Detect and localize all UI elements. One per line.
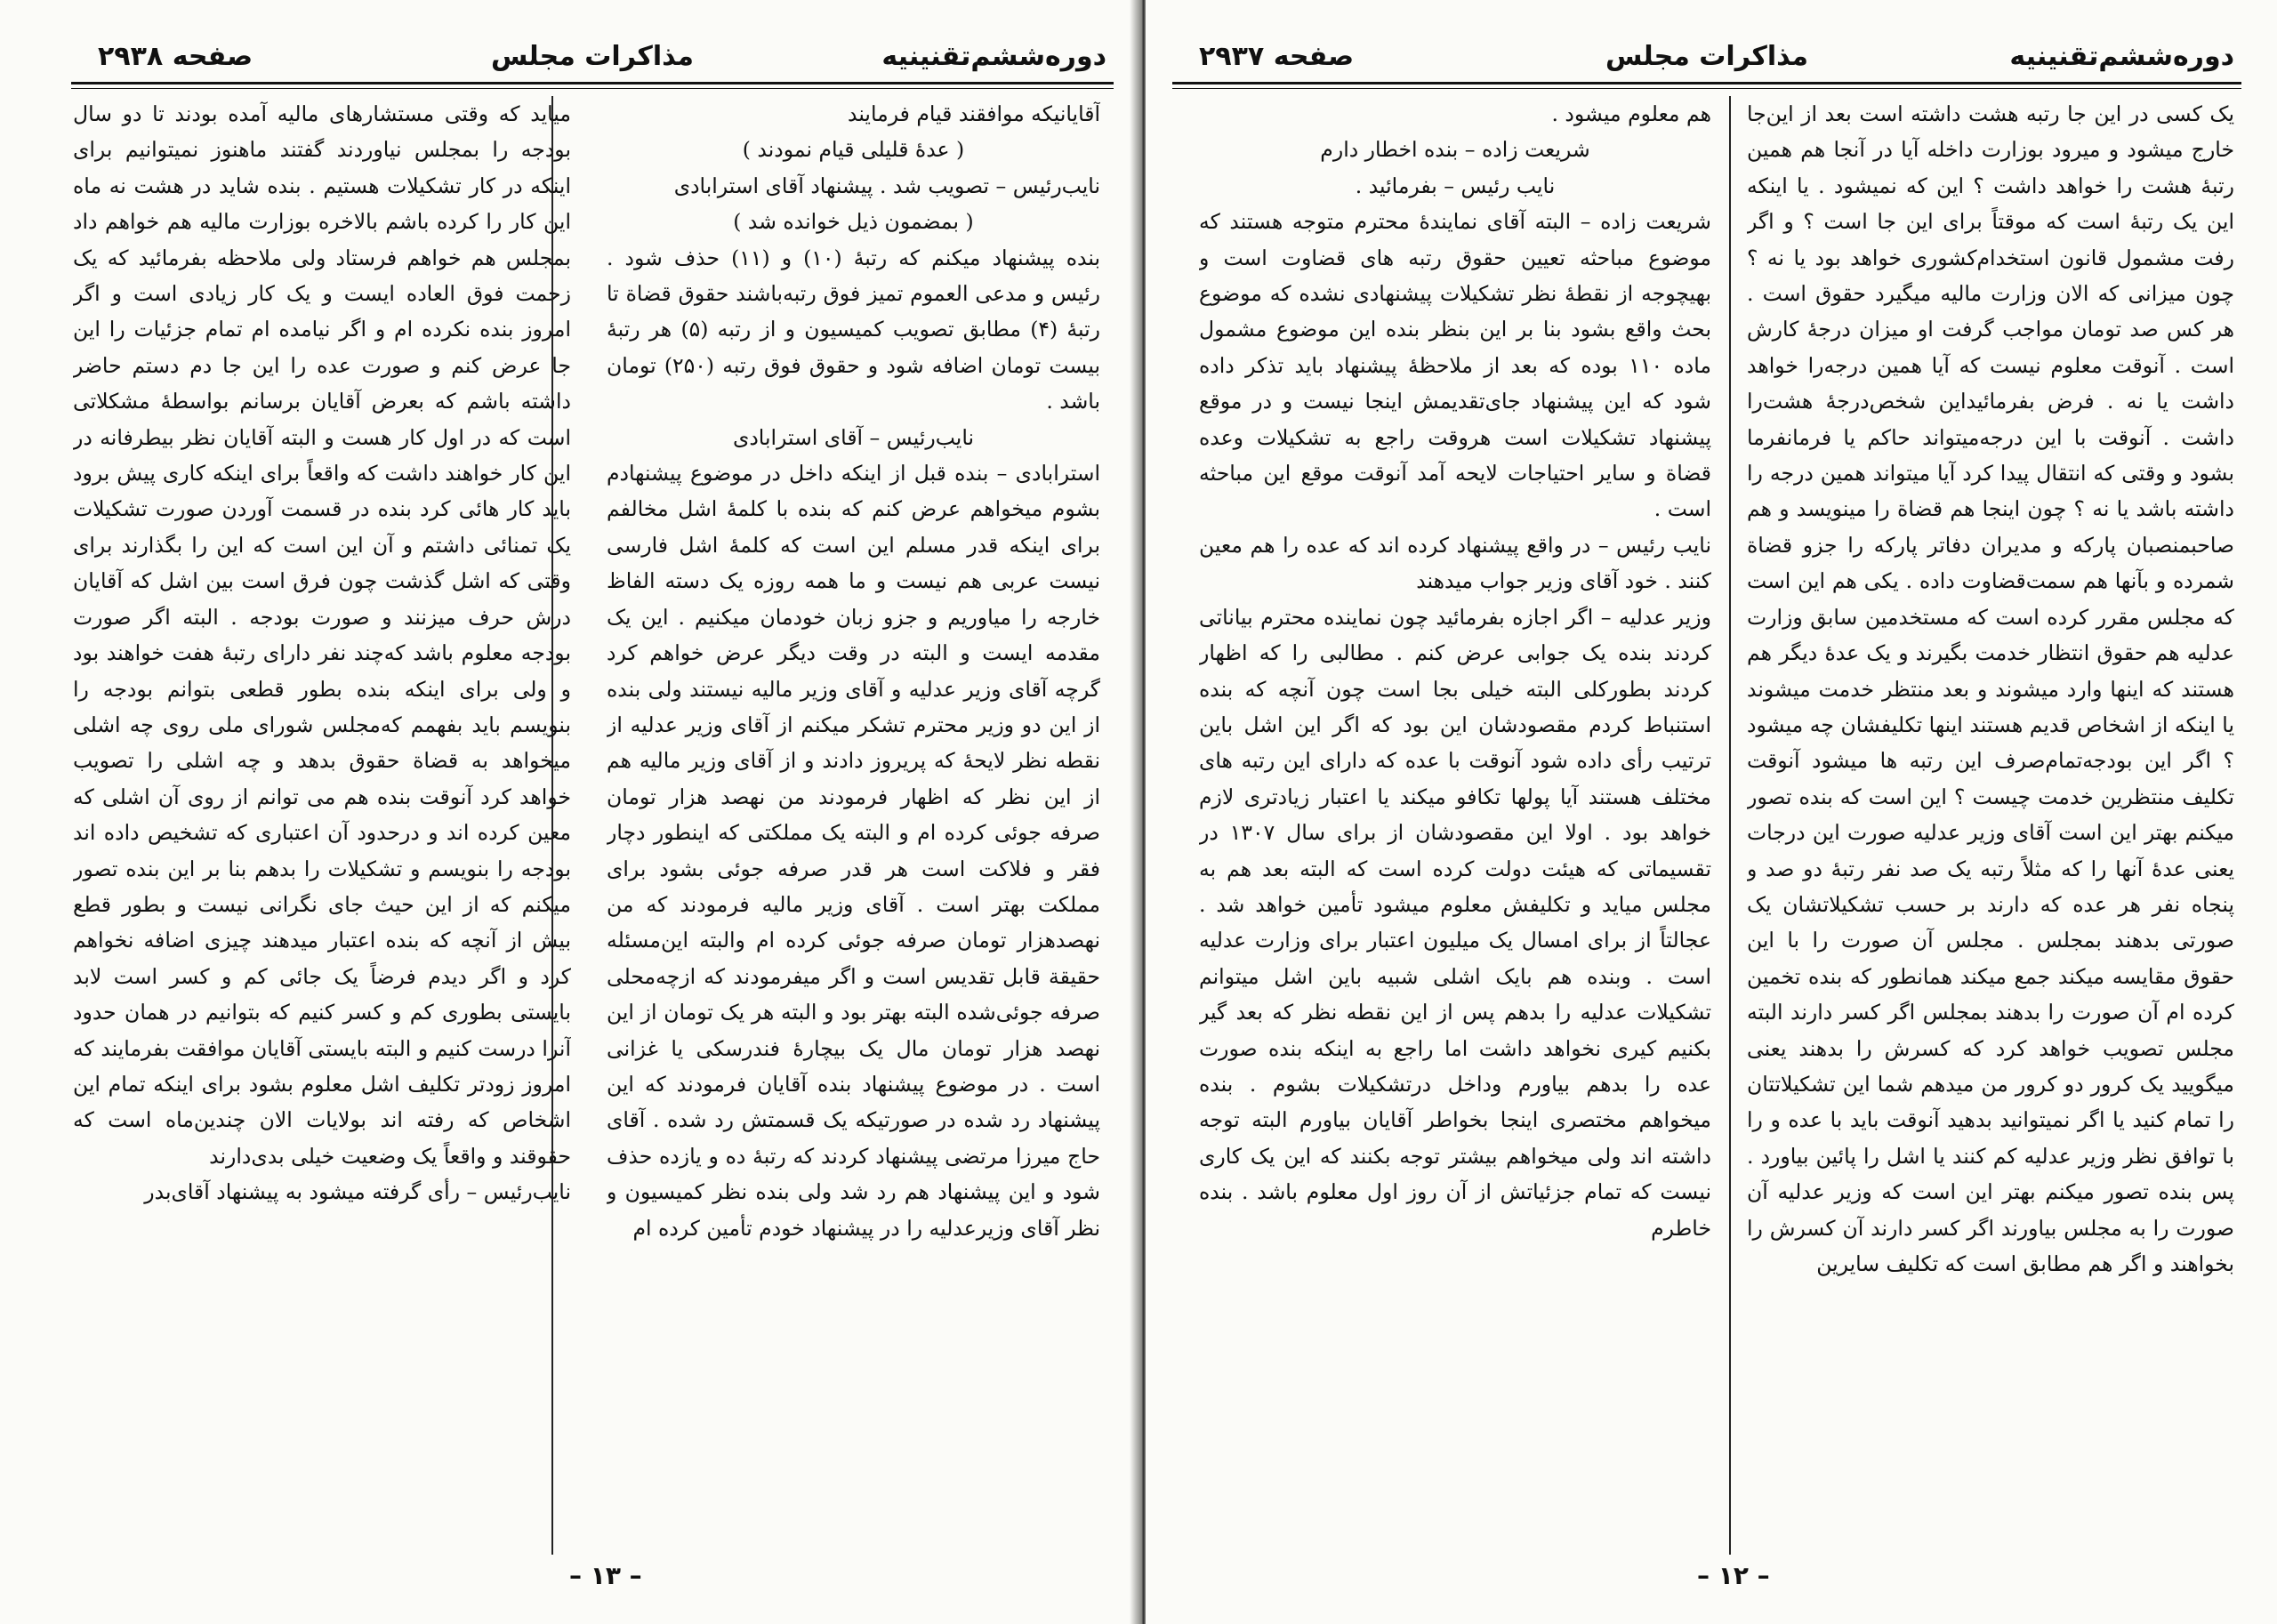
text-column-right [607,96,1100,1555]
paragraph: ( عدهٔ قلیلی قیام نمودند ) [742,137,965,163]
page-folio: – ۱۳ – [569,1561,642,1590]
right-page [1146,0,2277,1624]
header-rule [1172,82,2241,89]
column-divider [1729,96,1731,1555]
text-column-left [73,96,571,1555]
page-header [71,36,1114,80]
paragraph: یک کسی در این جا رتبه هشت داشته است بعد از این‌جا خارج میشود و میرود بوزارت داخله آیا در آنجا هم همین رتبهٔ هشت را خواهد داشت ؟ این که نمیشود . یا اینکه این یک رتبهٔ است که موقتاً برای این جا است ؟ و اگر رفت مشمول قانون استخدام‌کشوری خواهد بود یا نه ؟ چون میزانی که الان وزارت مالیه میگیرد حقوق است . هر کس صد تومان مواجب گرفت او میزان درجهٔ کارش است . آنوقت معلوم نیست که آیا همین درجه‌را خواهد داشت یا نه . فرض بفرمائید‌این شخص‌درجهٔ هشت‌را داشت . آنوقت با این درجه‌میتواند حاکم یا فرمانفرما بشود و وقتی که انتقال پیدا کرد آیا میتواند همین درجه را داشته باشد یا نه ؟ چون اینجا هم قضاة را مینویسد و هم صاحبمنصبان پارکه و مدیران دفاتر پارکه را جزو قضاة شمرده و بآنها هم سمت‌قضاوت داده . یکی هم این است که مجلس مقرر کرده است که مستخدمین سابق وزارت عدلیه هم حقوق انتظار خدمت بگیرند و یک عدهٔ دیگر هم هستند که اینها وارد میشوند و بعد منتظر خدمت میشوند یا اینکه از اشخاص قدیم هستند اینها تکلیفشان چه میشود ؟ اگر این بودجه‌تمام‌صرف این رتبه ها میشود آنوقت تکلیف منتظرین خدمت چیست ؟ این است که بنده تصور میکنم بهتر این است آقای وزیر عدلیه صورت این درجات یعنی عدهٔ آنها را که مثلاً رتبه یک صد نفر رتبهٔ دو صد و پنجاه نفر هر عده که دارند بر حسب تشکیلاتشان یک صورتی بدهند بمجلس . مجلس آن صورت را با این حقوق مقایسه میکند جمع میکند همانطور که بنده تخمین کرده ام آن صورت را بدهند بمجلس اگر کسر دارند البته مجلس تصویب خواهد کرد که کسرش را بدهند یعنی میگویید یک کرور دو کرور من میدهم شما این تشکیلاتتان را تمام کنید یا اگر نمیتوانید بدهید آنوقت باید با عده و را با توافق نظر وزیر عدلیه کم کنند یا اشل را پائین بیاورد . پس بنده تصور میکنم بهتر این است که وزیر عدلیه آن صورت را به مجلس بیاورند اگر کسر دارند آن کسرش را بخواهند و اگر هم مطابق است که تکلیف سایرین [1747,101,2234,1276]
paragraph: هم معلوم میشود . [1551,101,1711,126]
page-header [1172,36,2241,80]
header-page-number: صفحه ۲۹۳۸ [98,41,253,72]
header-rule [71,82,1114,89]
paragraph: نایب‌رئیس – تصویب شد . پیشنهاد آقای استرابادی [673,173,1100,198]
paragraph: نایب‌رئیس – رأی گرفته میشود به پیشنهاد آقای‌بدر [144,1179,571,1205]
paragraph: میاید که وقتی مستشارهای مالیه آمده بودند تا دو سال بودجه را بمجلس نیاوردند گفتند ماهنوز نمیتوانیم برای اینکه در کار تشکیلات هستیم . بنده شاید در هشت نه ماه این کار را کرده باشم بالاخره بوزارت مالیه هم خواهم داد بمجلس هم خواهم فرستاد ولی ملاحظه بفرمائید که یک زحمت فوق العاده ایست و یک کار زیادی است و اگر امروز بنده نکرده ام و اگر نیامده ام تمام جزئیات را این جا عرض کنم و صورت عده را این جا دم دستم حاضر داشته باشم که بعرض آقایان برسانم بواسطهٔ مشکلاتی است که در اول کار هست و البته آقایان نظر بیطرفانه در این کار خواهند داشت که واقعاً برای اینکه کاری پیش برود باید کار هائی کرد بنده در قسمت آوردن صورت تشکیلات یک تمنائی داشتم و آن این است که این را بگذارند برای وقتی که اشل گذشت چون فرق است بین اشل که آقایان درش حرف میزنند و صورت بودجه . البته اگر صورت بودجه معلوم باشد که‌چند نفر دارای رتبهٔ هفت خواهند بود و ولی برای اینکه بنده بطور قطعی بتوانم بودجه را بنویسم باید بفهمم که‌مجلس شورای ملی روی چه اشلی میخواهد به قضاة حقوق بدهد و چه اشلی را تصویب خواهد کرد آنوقت بنده هم می توانم از روی آن اشلی که معین کرده اند و درحدود آن اعتباری که تشخیص داده اند بودجه را بنویسم و تشکیلات را بدهم بنا بر این بنده تصور میکنم که از این حیث جای نگرانی نیست و بطور قطع بیش از آنچه که بنده اعتبار میدهند چیزی اضافه نخواهم کرد و اگر دیدم فرضاً یک جائی کم و کسر است لابد بایستی بطوری کم و کسر کنیم که بتوانیم در همان حدود آنرا درست کنیم و البته بایستی آقایان موافقت بفرمایند که امروز زودتر تکلیف اشل معلوم بشود برای اینکه تمام این اشخاص که رفته اند بولایات الان چندین‌ماه است که حقوقند و واقعاً یک وضعیت خیلی بدی‌دارند [73,101,571,1169]
paragraph: استرابادی – بنده قبل از اینکه داخل در موضوع پیشنهادم بشوم میخواهم عرض کنم که بنده با کلمهٔ اشل مخالفم برای اینکه قدر مسلم این است که کلمهٔ اشل فارسی نیست عربی هم نیست و ما همه روزه یک دسته الفاظ خارجه را میاوریم و جزو زبان خودمان میکنیم . این یک مقدمه ایست و البته در وقت دیگر عرض خواهم کرد گرچه آقای وزیر عدلیه و آقای وزیر مالیه نیستند ولی بنده از این دو وزیر محترم تشکر میکنم از آقای وزیر عدلیه از نقطه نظر لایحهٔ که پریروز دادند و از آقای وزیر مالیه هم از این نظر که اظهار فرمودند من نهصد هزار تومان صرفه جوئی کرده ام و البته یک مملکتی که اینطور دچار فقر و فلاکت است هر قدر صرفه جوئی بشود برای مملکت بهتر است . آقای وزیر مالیه فرمودند که من نهصدهزار تومان صرفه جوئی کرده ام والبته این‌مسئله حقیقة قابل تقدیس است و اگر میفرمودند که ازچه‌محلی صرفه جوئی‌شده البته بهتر بود و البته هر یک تومان از این نهصد هزار تومان مال یک بیچارهٔ فندرسکی یا غزانی است . در موضوع پیشنهاد بنده آقایان فرمودند که این پیشنهاد رد شده در صورتیکه یک قسمتش رد شده . آقای حاج میرزا مرتضی پیشنهاد کردند که رتبهٔ ده و یازده حذف شود و این پیشنهاد هم رد شد ولی بنده نظر کمیسیون و نظر آقای وزیرعدلیه را در پیشنهاد خودم تأمین کرده ام [607,461,1100,1241]
paragraph: نایب رئیس – در واقع پیشنهاد کرده اند که عده را هم معین کنند . خود آقای وزیر جواب میدهند [1199,532,1711,594]
paragraph: نایب رئیس – بفرمائید . [1355,173,1556,198]
page-folio: – ۱۲ – [1697,1561,1770,1590]
paragraph: آقایانیکه موافقند قیام فرمایند [848,101,1100,126]
header-session: دوره‌ششم‌تقنینیه [2009,41,2234,72]
header-title: مذاکرات مجلس [1605,41,1809,72]
paragraph: نایب‌رئیس – آقای استرابادی [732,424,975,450]
header-session: دوره‌ششم‌تقنینیه [881,41,1106,72]
header-title: مذاکرات مجلس [490,41,695,72]
paragraph: شریعت زاده – البته آقای نمایندهٔ محترم متوجه هستند که موضوع مباحثه تعیین حقوق رتبه های قضاوت است و بهیچوجه از نقطهٔ نظر تشکیلات پیشنهادی نشده که موضوع بحث واقع بشود بنا بر این بنظر بنده این موضوع مشمول ماده ۱۱۰ بوده که بعد از ملاحظهٔ پیشنهاد باید تذکر داده شود که این پیشنهاد جای‌تقدیمش اینجا نیست و در موقع پیشنهاد تشکیلات است هروقت راجع به تشکیلات وعده قضاة و سایر احتیاجات لایحه آمد آنوقت موقع این مباحثه است . [1199,209,1711,522]
paragraph: ( بمضمون ذیل خوانده شد ) [733,209,974,235]
paragraph: شریعت زاده – بنده اخطار دارم [1320,137,1590,163]
text-column-right [1747,96,2234,1555]
paragraph: بنده پیشنهاد میکنم که رتبهٔ (۱۰) و (۱۱) حذف شود . رئیس و مدعی العموم تمیز فوق رتبه‌باشند حقوق قضاة تا رتبهٔ (۴) مطابق تصویب کمیسیون و از رتبه (۵) هر رتبهٔ بیست تومان اضافه شود و حقوق فوق رتبه (۲۵۰) تومان باشد . [607,245,1100,414]
header-page-number: صفحه ۲۹۳۷ [1199,41,1355,72]
text-column-left [1199,96,1711,1555]
paragraph: وزیر عدلیه – اگر اجازه بفرمائید چون نماینده محترم بیاناتی کردند بنده یک جوابی عرض کنم . مطالبی را که اظهار کردند بطورکلی البته خیلی بجا است چون آنچه که بنده استنباط کردم مقصودشان این بود که اگر این اشل باین ترتیب رأی داده شود آنوقت با عده که دارای این رتبه های مختلف هستند آیا پولها تکافو میکند یا اعتبار زیادتری لازم خواهد بود . اولا این مقصودشان از برای سال ۱۳۰۷ در تقسیماتی که هیئت دولت کرده است که البته بعد هم به مجلس میاید و تکلیفش معلوم میشود تأمین خواهد شد . عجالتاً از برای امسال یک میلیون اعتبار برای وزارت عدلیه است . وبنده هم بایک اشلی شبیه باین اشل میتوانم تشکیلات عدلیه را بدهم پس از این نقطه نظر که بعد گیر بکنیم کیری نخواهد داشت اما راجع به اینکه بنده صورت عده را بدهم بیاورم وداخل درتشکیلات بشوم . بنده میخواهم مختصری اینجا بخواطر آقایان بیاورم البته توجه داشته اند ولی میخواهم بیشتر توجه بکنند که این یک کاری نیست که تمام جزئیاتش از آن روز اول معلوم باشد . بنده خاطرم [1199,604,1711,1241]
